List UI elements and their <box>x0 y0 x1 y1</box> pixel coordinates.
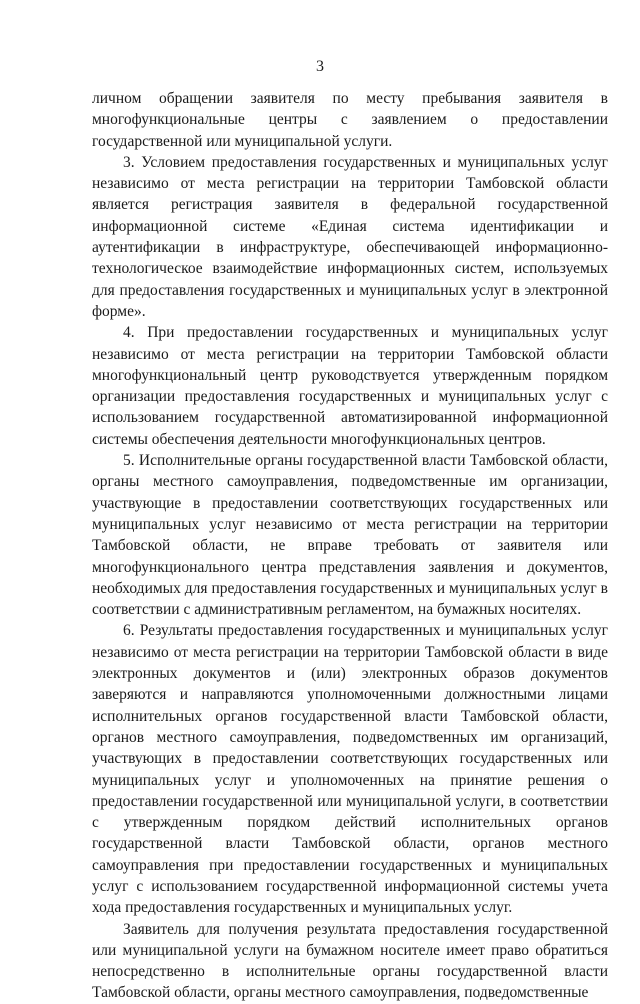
document-body <box>92 88 608 1004</box>
paragraph-continuation: личном обращении заявителя по месту пребывания заявителя в многофункциональные центры с заявлением о предоставлении государственной или муниципальной услуги. <box>92 90 608 150</box>
paragraph-applicant-right: Заявитель для получения результата предоставления государственной или муниципальной услуги на бумажном носителе имеет право обратиться непосредственно в исполнительные органы государственной власти Тамбовской области, органы местного самоуправления, подведомственные <box>92 920 608 1002</box>
paragraph-item-5: 5. Исполнительные органы государственной власти Тамбовской области, органы местного самоуправления, подведомственные им организации, участвующие в предоставлении соответствующих государственных или муниципальных услуг независимо от места регистрации на территории Тамбовской области, не вправе требовать от заявителя или многофункционального центра представления заявления и документов, необходимых для предоставления государственных и муниципальных услуг в соответствии с административным регламентом, на бумажных носителях. <box>92 452 608 619</box>
paragraph-item-3: 3. Условием предоставления государственных и муниципальных услуг независимо от места регистрации на территории Тамбовской области является регистрация заявителя в федеральной государственной информационной системе «Единая система идентификации и аутентификации в инфраструктуре, обеспечивающей информационно-технологическое взаимодействие информационных систем, используемых для предоставления государственных и муниципальных услуг в электронной форме». <box>92 153 608 320</box>
page-number: 3 <box>316 58 324 75</box>
paragraph-item-6: 6. Результаты предоставления государственных и муниципальных услуг независимо от места регистрации на территории Тамбовской области в виде электронных документов и (или) электронных образов документов заверяются и направляются уполномоченными должностными лицами исполнительных органов государственной власти Тамбовской области, органов местного самоуправления, подведомственных им организаций, участвующих в предоставлении соответствующих государственных или муниципальных услуг и уполномоченных на принятие решения о предоставлении государственной или муниципальной услуги, в соответствии с утвержденным порядком действий исполнительных органов государственной власти Тамбовской области, органов местного самоуправления при предоставлении государственных и муниципальных услуг с использованием государственной информационной системы учета хода предоставления государственных и муниципальных услуг. <box>92 622 608 917</box>
paragraph-item-4: 4. При предоставлении государственных и муниципальных услуг независимо от места регистрации на территории Тамбовской области многофункциональный центр руководствуется утвержденным порядком организации предоставления государственных и муниципальных услуг с использованием государственной автоматизированной информационной системы обеспечения деятельности многофункциональных центров. <box>92 324 608 448</box>
